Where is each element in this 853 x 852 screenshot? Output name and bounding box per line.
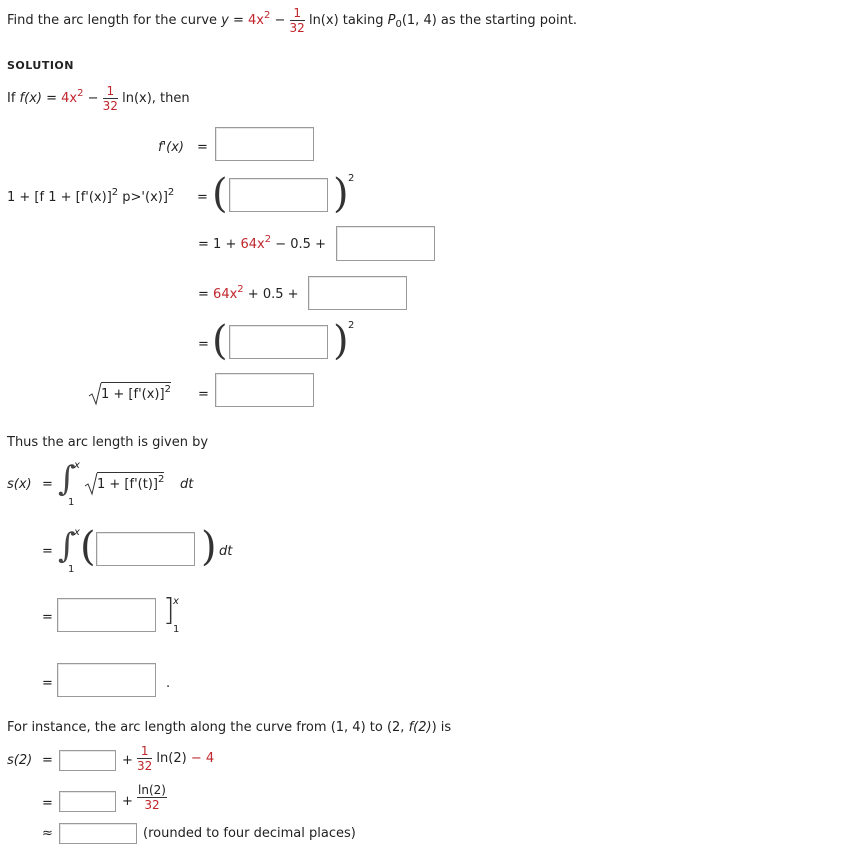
one-plus-fprime-squared: 1 + [f $1 + [f'(x)]^2$ p>'(x)]$^2$	[7, 187, 175, 205]
expand-input-1[interactable]	[336, 226, 435, 261]
antiderivative-input[interactable]	[57, 598, 156, 632]
square-base-input-1[interactable]	[229, 178, 328, 212]
equals-sign: =	[42, 753, 53, 768]
fraction-1-32-b: $\frac{1}{32}$	[102, 84, 118, 113]
p0-label: $P_0$	[387, 13, 402, 30]
integral-lower-bound: 1	[68, 497, 75, 508]
s2-fraction-term-b	[137, 784, 167, 811]
integral-sign-icon: ∫	[58, 526, 76, 566]
left-paren: (	[212, 318, 228, 364]
fraction-ln2-32: $\frac{\ln(2)}{32}$	[138, 783, 166, 812]
plus-sign: +	[122, 753, 133, 768]
solution-heading: SOLUTION	[7, 59, 74, 72]
equals-sign: =	[42, 477, 53, 492]
integral-sign-icon: ∫	[58, 459, 76, 499]
expand-input-2[interactable]	[308, 276, 407, 310]
right-paren: )	[333, 318, 349, 364]
s2-fraction-term: $\frac{1}{32}$ ln(2) − 4	[137, 744, 215, 773]
s2-simplified-input[interactable]	[59, 791, 116, 812]
fraction-1-32: $\frac{1}{32}$	[289, 6, 305, 35]
square-base-input-2[interactable]	[229, 325, 328, 359]
expand-line-2: = $64x^2 + 0.5$ +	[198, 284, 299, 302]
evaluation-bracket-icon: ]	[163, 593, 175, 628]
integral-lower-bound: 1	[68, 564, 75, 575]
rounding-note: (rounded to four decimal places)	[143, 826, 356, 841]
term-4x2: $4x^2$	[248, 10, 271, 28]
eval-lower-bound: 1	[173, 624, 180, 635]
integral-upper-bound: x	[74, 460, 80, 471]
instance-text: For instance, the arc length along the curve from (1, 4) to (2, f(2)) is	[7, 720, 452, 735]
plus-sign: +	[122, 794, 133, 809]
expand-line-1: = $1 + 64x^2 - 0.5$ +	[198, 234, 326, 252]
equals-sign: =	[197, 190, 208, 205]
equals-sign: =	[198, 337, 209, 352]
left-paren: (	[80, 524, 96, 570]
right-paren: )	[201, 524, 217, 570]
fraction-1-32-c: $\frac{1}{32}$	[137, 744, 153, 773]
integrand-input[interactable]	[96, 532, 195, 566]
period: .	[166, 676, 171, 691]
equals-sign: =	[198, 387, 209, 402]
radical-sign-icon	[84, 472, 98, 496]
approx-sign: ≈	[42, 826, 53, 841]
dt-label: dt	[219, 544, 233, 559]
outer-exponent: 2	[348, 173, 355, 184]
sqrt-answer-input[interactable]	[215, 373, 314, 407]
left-paren: (	[212, 171, 228, 217]
s-of-x-result-input[interactable]	[57, 663, 156, 697]
s-of-2-label: s(2)	[7, 753, 33, 768]
radical-sign-icon	[88, 382, 102, 406]
thus-text: Thus the arc length is given by	[7, 435, 209, 450]
fprime-label: f'(x)	[158, 140, 184, 155]
if-fx-line: If $f(x) = 4x^2$ − $\frac{1}{32}$ ln(x), then	[7, 84, 190, 113]
equals-sign: =	[197, 140, 208, 155]
equals-sign: =	[42, 676, 53, 691]
s2-coefficient-input[interactable]	[59, 750, 116, 771]
fprime-answer-input[interactable]	[215, 127, 314, 161]
equals-sign: =	[42, 610, 53, 625]
s-of-x-label: s(x)	[7, 477, 32, 492]
s2-decimal-input[interactable]	[59, 823, 137, 844]
right-paren: )	[333, 171, 349, 217]
y-equals: y =	[221, 13, 248, 28]
integral-upper-bound: x	[74, 527, 80, 538]
outer-exponent: 2	[348, 320, 355, 331]
question-text: Find the arc length for the curve $y = 4x^2$ − $\frac{1}{32}$ ln(x) taking $P_0(1$, 4) as the starting point.	[7, 6, 578, 35]
dt-label: dt	[180, 477, 194, 492]
equals-sign: =	[42, 796, 53, 811]
equals-sign: =	[42, 544, 53, 559]
eval-upper-bound: x	[173, 596, 179, 607]
